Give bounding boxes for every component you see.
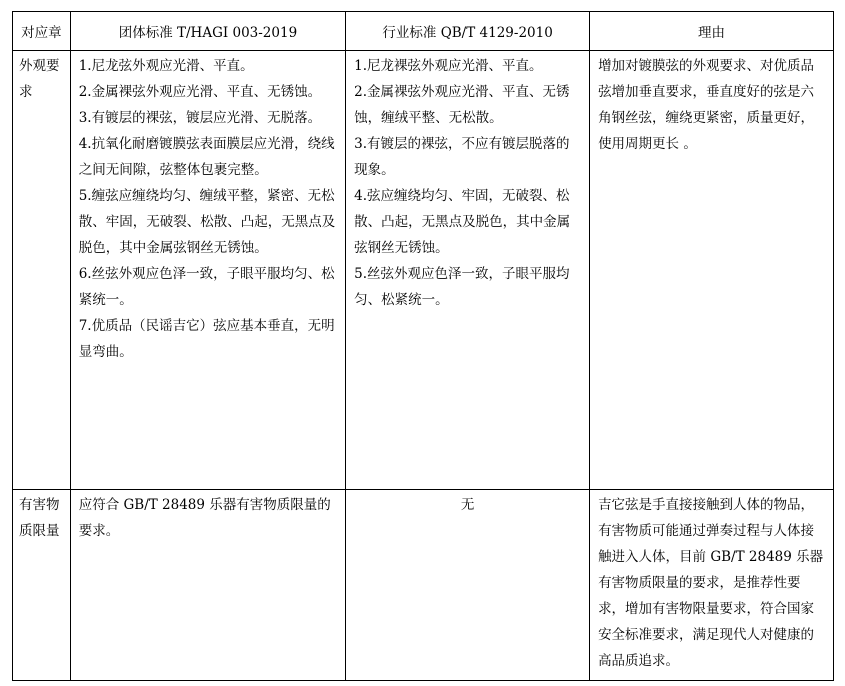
list-item: 2.金属裸弦外观应光滑、平直、无锈蚀，缠绒平整、无松散。 <box>354 84 570 126</box>
header-reason: 理由 <box>590 12 834 51</box>
header-industry-standard: 行业标准 QB/T 4129-2010 <box>346 12 590 51</box>
reason-cell: 增加对镀膜弦的外观要求、对优质品弦增加垂直要求，垂直度好的弦是六角钢丝弦，缠绕更紧密，质量更好，使用周期更长 。 <box>590 51 834 490</box>
industry-standard-cell: 无 <box>346 490 590 681</box>
list-item: 7.优质品（民谣吉它）弦应基本垂直，无明显弯曲。 <box>78 318 335 360</box>
table-row <box>13 51 834 490</box>
list-item: 1.尼龙弦外观应光滑、平直。 <box>78 58 254 74</box>
header-chapter: 对应章 <box>13 12 71 51</box>
industry-standard-cell <box>346 51 590 490</box>
reason-cell: 吉它弦是手直接接触到人体的物品，有害物质可能通过弹奏过程与人体接触进入人体，目前 GB/T 28489 乐器有害物质限量的要求，是推荐性要求，增加有害物限量要求，符合国家安全标准要求，满足现代人对健康的高品质追求。 <box>590 490 834 681</box>
list-item: 5.缠弦应缠绕均匀、缠绒平整，紧密、无松散、牢固，无破裂、松散、凸起，无黑点及脱色，其中金属弦钢丝无锈蚀。 <box>78 188 336 256</box>
list-item: 6.丝弦外观应色泽一致，子眼平服均匀、松紧统一。 <box>78 266 335 308</box>
chapter-cell: 有害物质限量 <box>13 490 71 681</box>
list-item: 1.尼龙裸弦外观应光滑、平直。 <box>354 58 543 74</box>
header-group-standard: 团体标准 T/HAGI 003-2019 <box>70 12 345 51</box>
group-standard-cell: 应符合 GB/T 28489 乐器有害物质限量的要求。 <box>70 490 345 681</box>
table-row <box>13 490 834 681</box>
list-item: 4.弦应缠绕均匀、牢固，无破裂、松散、凸起，无黑点及脱色，其中金属弦钢丝无锈蚀。 <box>354 188 571 256</box>
list-item: 5.丝弦外观应色泽一致，子眼平服均匀、松紧统一。 <box>354 266 570 308</box>
list-item: 3.有镀层的裸弦，镀层应光滑、无脱落。 <box>78 110 322 126</box>
group-standard-cell <box>70 51 345 490</box>
header-row <box>13 12 834 51</box>
list-item: 4.抗氧化耐磨镀膜弦表面膜层应光滑，绕线之间无间隙，弦整体包裹完整。 <box>78 136 335 178</box>
comparison-table <box>12 11 834 681</box>
chapter-cell: 外观要求 <box>13 51 71 490</box>
list-item: 3.有镀层的裸弦，不应有镀层脱落的现象。 <box>354 136 570 178</box>
list-item: 2.金属裸弦外观应光滑、平直、无锈蚀。 <box>78 84 322 100</box>
